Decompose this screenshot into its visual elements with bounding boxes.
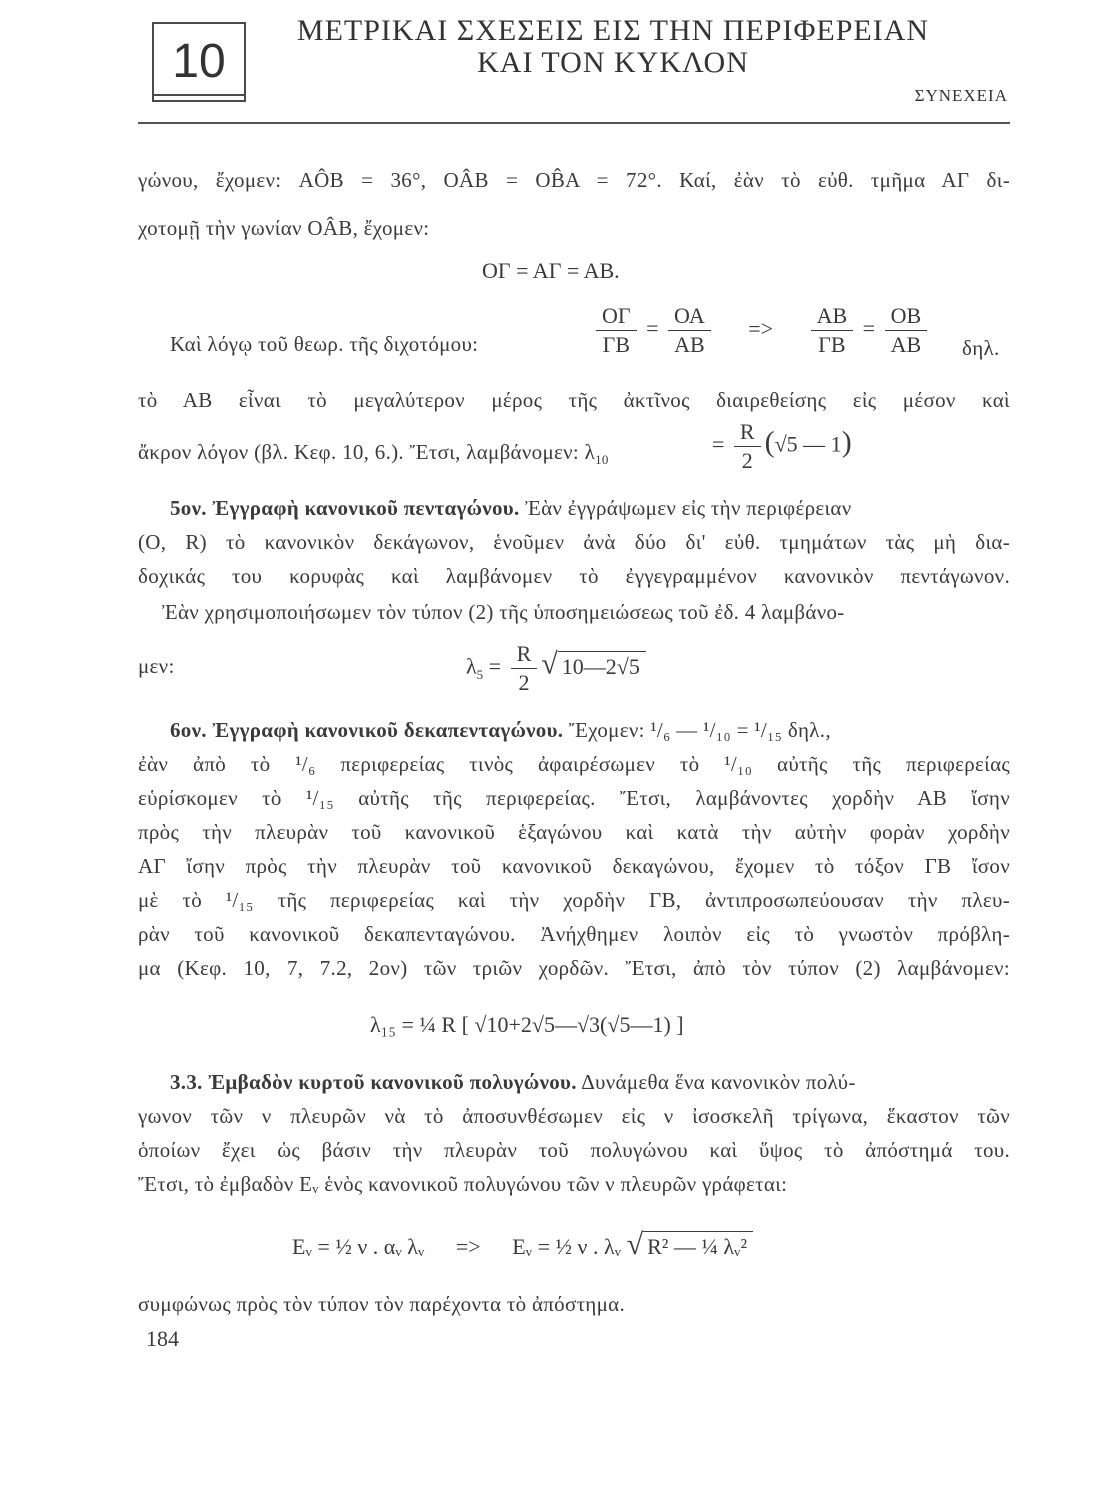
section33-line3: ὁποίων ἔχει ὡς βάσιν τὴν πλευρὰν τοῦ πολυγώνου καὶ ὕψος τὸ ἀπόστημά του.	[138, 1138, 1010, 1162]
eq2-den2: ΑΒ	[674, 332, 705, 357]
section33-line1: Δυνάμεθα ἕνα κανονικὸν πολύ-	[581, 1070, 856, 1094]
section6-line8: μα (Κεφ. 10, 7, 7.2, 2ον) τῶν τριῶν χορδῶν. Ἔτσι, ἀπὸ τὸν τύπον (2) λαμβάνομεν:	[138, 956, 1010, 980]
lambda10-den: 2	[741, 448, 753, 473]
area-eq2: Eᵥ = ½ ν . λᵥ	[512, 1234, 622, 1259]
chapter-title-line2: ΚΑΙ ΤΟΝ ΚΥΚΛΟΝ	[477, 46, 749, 79]
section5-heading: 5ον. Ἐγγραφὴ κανονικοῦ πενταγώνου.	[170, 496, 520, 520]
section6-line7: ρὰν τοῦ κανονικοῦ δεκαπενταγώνου. Ἀνήχθημεν λοιπὸν εἰς τὸ γνωστὸν πρόβλη-	[138, 922, 1010, 946]
section5-line4: Ἐὰν χρησιμοποιήσωμεν τὸν τύπον (2) τῆς ὑποσημειώσεως τοῦ ἐδ. 4 λαμβάνο-	[162, 600, 845, 624]
section6-line1: Ἔχομεν: ¹/₆ — ¹/₁₀ = ¹/₁₅ δηλ.,	[568, 718, 831, 742]
eq2-num2: ΟΑ	[668, 302, 711, 331]
section5-line5: μεν:	[138, 654, 175, 678]
equation-og-ag-ab: ΟΓ = ΑΓ = ΑΒ.	[482, 258, 620, 283]
header-rule	[138, 122, 1010, 124]
equation-bisector: $\frac{O\Gamma}{\Gamma B}$ = $\frac{OA}{AB}$ => $\frac{AB}{\Gamma B}$ = $\frac{OB}{AB}$	[592, 302, 931, 359]
area-eq1: Eᵥ = ½ ν . αᵥ λᵥ	[292, 1234, 425, 1259]
page-number: 184	[146, 1326, 179, 1351]
section33	[170, 1068, 856, 1096]
eq2-tail: δηλ.	[962, 336, 1000, 360]
lambda10-num: R	[734, 418, 761, 447]
eq2-num4: ΟΒ	[885, 302, 928, 331]
area-root: R² — ¼ λᵥ²	[643, 1231, 753, 1259]
eq2-num1: ΟΓ	[596, 302, 637, 331]
section33-heading: 3.3. Ἐμβαδὸν κυρτοῦ κανονικοῦ πολυγώνου.	[170, 1070, 577, 1094]
lambda10-sub: 10	[595, 452, 609, 468]
p1-line2: χοτομῇ τὴν γωνίαν OÂB, ἔχομεν:	[138, 216, 430, 240]
lambda5-den: 2	[518, 670, 530, 695]
eq2-arrow: =>	[748, 315, 774, 341]
lambda5-sub: 5	[476, 666, 484, 682]
section6-heading: 6ον. Ἐγγραφὴ κανονικοῦ δεκαπενταγώνου.	[170, 718, 564, 742]
eq2-num3: ΑΒ	[811, 302, 854, 331]
section5-line3: δοχικάς του κορυφὰς καὶ λαμβάνομεν τὸ ἐγγεγραμμένον κανονικὸν πεντάγωνον.	[138, 564, 1010, 588]
chapter-title-line1: ΜΕΤΡΙΚΑΙ ΣΧΕΣΕΙΣ ΕΙΣ ΤΗΝ ΠΕΡΙΦΕΡΕΙΑΝ	[296, 14, 930, 47]
lambda15-formula: λ₁₅ = ¼ R [ √10+2√5—√3(√5—1) ]	[370, 1012, 684, 1037]
continued-label: ΣΥΝΕΧΕΙΑ	[914, 86, 1008, 105]
section5-line1: Ἐὰν ἐγγράψωμεν εἰς τὴν περιφέρειαν	[525, 496, 852, 520]
section6-line5: ΑΓ ἴσην πρὸς τὴν πλευρὰν τοῦ κανονικοῦ δεκαγώνου, ἔχομεν τὸ τόξον ΓΒ ἴσον	[138, 854, 1010, 878]
section5	[170, 494, 852, 522]
lambda5-formula: $\lambda_5$ = $\frac{R}{2}$ √ 10—2√5	[466, 640, 646, 697]
eq2-den1: ΓΒ	[602, 332, 630, 357]
eq2-den4: ΑΒ	[890, 332, 922, 357]
area-arrow: =>	[455, 1234, 481, 1259]
p2-line2-text: ἄκρον λόγον (βλ. Κεφ. 10, 6.). Ἔτσι, λαμβάνομεν: λ	[138, 440, 596, 464]
chapter-number: 10	[172, 35, 226, 88]
section33-line4: Ἔτσι, τὸ ἐμβαδὸν Eᵥ ἑνὸς κανονικοῦ πολυγώνου τῶν ν πλευρῶν γράφεται:	[138, 1172, 788, 1196]
lambda10-formula: = $\frac{R}{2}$ (√5 — 1)	[712, 419, 852, 473]
eq2-lead: Καὶ λόγῳ τοῦ θεωρ. τῆς διχοτόμου:	[170, 332, 479, 356]
section6-line3: εὑρίσκομεν τὸ ¹/₁₅ αὐτῆς τῆς περιφερείας. Ἔτσι, λαμβάνοντες χορδὴν ΑΒ ἴσην	[138, 786, 1010, 810]
last-line: συμφώνως πρὸς τὸν τύπον τὸν παρέχοντα τὸ ἀπόστημα.	[138, 1292, 625, 1316]
chapter-number-box	[152, 22, 246, 102]
p1-line1: γώνου, ἔχομεν: AÔB = 36°, OÂB = OB̂A = 72°. Καί, ἐὰν τὸ εὐθ. τμῆμα ΑΓ δι-	[138, 168, 1010, 192]
lambda5-num: R	[511, 640, 538, 669]
eq2-den3: ΓΒ	[818, 332, 846, 357]
section6-line2: ἐὰν ἀπὸ τὸ ¹/₆ περιφερείας τινὸς ἀφαιρέσωμεν τὸ ¹/₁₀ αὐτῆς τῆς περιφερείας	[138, 752, 1010, 776]
section6	[170, 716, 831, 744]
lambda5-root: 10—2√5	[558, 651, 646, 679]
p2-line1: τὸ ΑΒ εἶναι τὸ μεγαλύτερον μέρος τῆς ἀκτῖνος διαιρεθείσης εἰς μέσον καὶ	[138, 388, 1010, 412]
lambda5-lhs: λ	[466, 653, 477, 679]
section6-line6: μὲ τὸ ¹/₁₅ τῆς περιφερείας καὶ τὴν χορδὴν ΓΒ, ἀντιπροσωπεύουσαν τὴν πλευ-	[138, 888, 1010, 912]
area-formula: Eᵥ = ½ ν . αᵥ λᵥ => Eᵥ = ½ ν . λᵥ √ R² — ¼ λᵥ²	[292, 1228, 753, 1262]
section5-line2: (Ο, R) τὸ κανονικὸν δεκάγωνον, ἑνοῦμεν ἀνὰ δύο δι' εὐθ. τμημάτων τὰς μὴ δια-	[138, 530, 1010, 554]
section6-line4: πρὸς τὴν πλευρὰν τοῦ κανονικοῦ ἑξαγώνου καὶ κατὰ τὴν αὐτὴν φορὰν χορδὴν	[138, 820, 1010, 844]
p2-line2	[138, 438, 609, 474]
lambda10-root: √5 — 1	[774, 431, 842, 457]
section33-line2: γωνον τῶν ν πλευρῶν νὰ τὸ ἀποσυνθέσωμεν εἰς ν ἰσοσκελῆ τρίγωνα, ἕκαστον τῶν	[138, 1104, 1010, 1128]
